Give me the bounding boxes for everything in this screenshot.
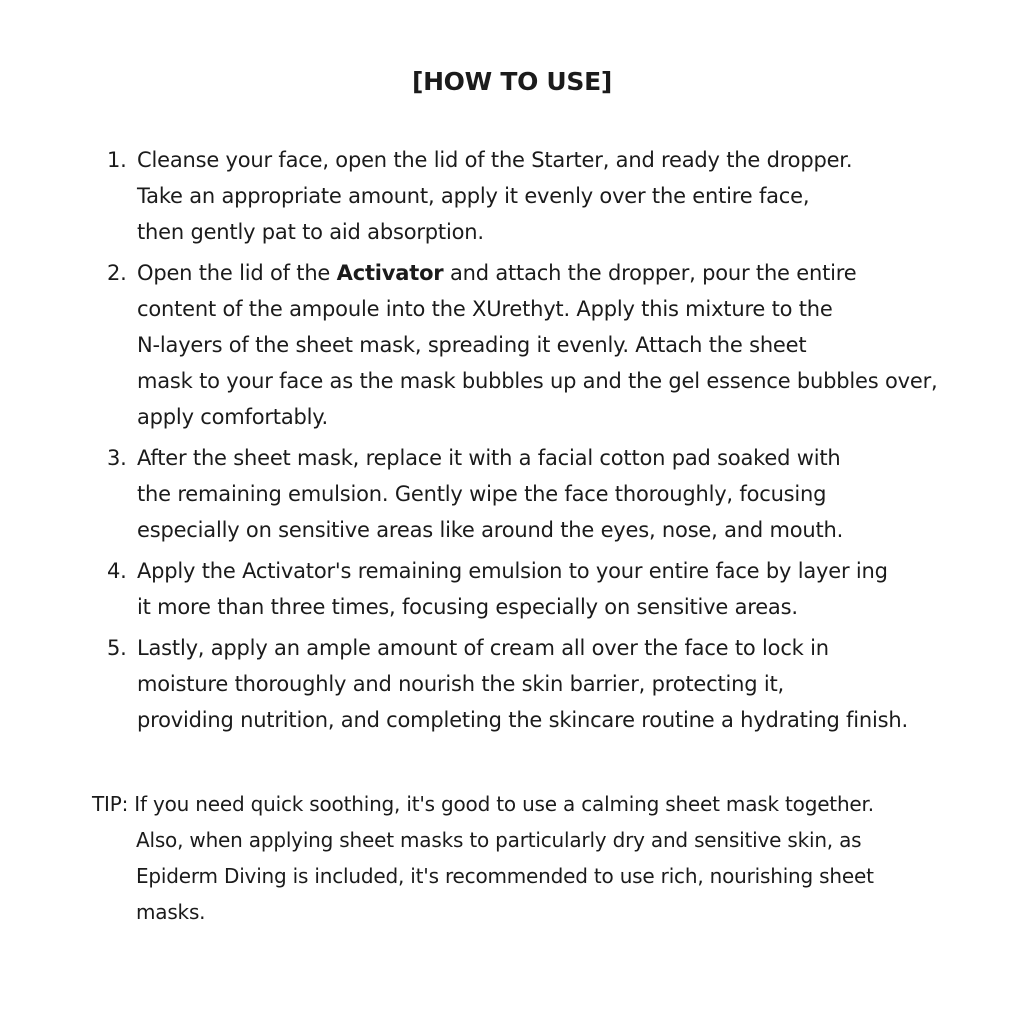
step-text: Open the lid of the [137,261,337,285]
step-line: then gently pat to aid absorption. [137,220,484,244]
step-number: 1. [107,148,127,172]
step-line: it more than three times, focusing especially on sensitive areas. [137,595,798,619]
step-line: providing nutrition, and completing the skincare routine a hydrating finish. [137,708,908,732]
step-line: Cleanse your face, open the lid of the Starter, and ready the dropper. [137,148,853,172]
step-line: Take an appropriate amount, apply it evenly over the entire face, [137,184,810,208]
step-line: moisture thoroughly and nourish the skin barrier, protecting it, [137,672,785,696]
step-text: and attach the dropper, pour the entire [443,261,857,285]
tip-section [92,786,992,930]
step-line: N-layers of the sheet mask, spreading it evenly. Attach the sheet [137,333,807,357]
instruction-steps [107,142,1007,743]
step-line: After the sheet mask, replace it with a facial cotton pad soaked with [137,446,841,470]
page-title: [HOW TO USE] [411,67,613,96]
step-line: Apply the Activator's remaining emulsion to your entire face by layer ing [137,559,888,583]
step-line: content of the ampoule into the XUrethyt. Apply this mixture to the [137,297,833,321]
step-number: 2. [107,261,127,285]
tip-line: Epiderm Diving is included, it's recommended to use rich, nourishing sheet [136,864,874,888]
tip-first-line [92,786,992,822]
step-number: 5. [107,636,127,660]
tip-text: If you need quick soothing, it's good to use a calming sheet mask together. [134,792,874,816]
step-line [137,255,1007,291]
step-line: especially on sensitive areas like around the eyes, nose, and mouth. [137,518,844,542]
step-number: 4. [107,559,127,583]
tip-label: TIP: [92,792,129,816]
tip-line: masks. [136,900,206,924]
step-line: Lastly, apply an ample amount of cream all over the face to lock in [137,636,829,660]
step-2 [107,255,1007,435]
step-number: 3. [107,446,127,470]
step-line: apply comfortably. [137,405,328,429]
step-line: mask to your face as the mask bubbles up and the gel essence bubbles over, [137,369,938,393]
step-1 [107,142,1007,250]
step-3 [107,440,1007,548]
step-5 [107,630,1007,738]
step-4 [107,553,1007,625]
step-line: the remaining emulsion. Gently wipe the face thoroughly, focusing [137,482,827,506]
tip-line: Also, when applying sheet masks to particularly dry and sensitive skin, as [136,828,862,852]
activator-emphasis: Activator [336,261,444,285]
